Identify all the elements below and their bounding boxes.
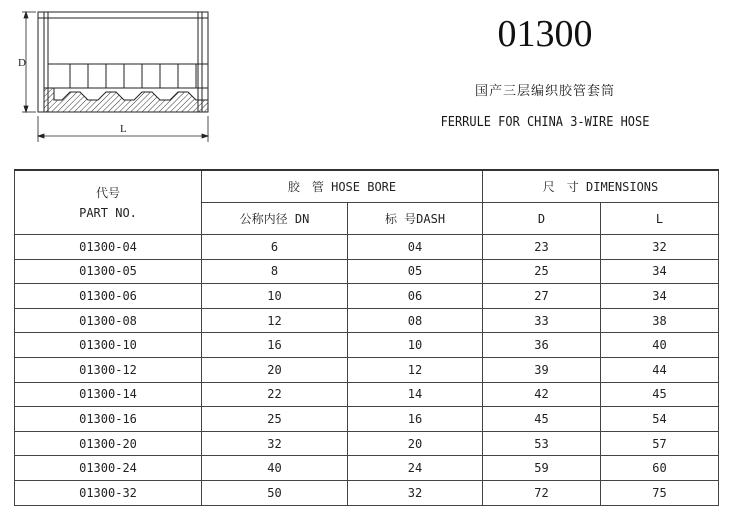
cell-dn: 32: [202, 431, 348, 456]
cell-d: 45: [483, 407, 601, 432]
cell-l: 57: [601, 431, 719, 456]
dimension-d-label: D: [18, 57, 26, 69]
spec-table: [14, 169, 719, 506]
table-row: [15, 235, 719, 260]
cell-l: 34: [601, 259, 719, 284]
cell-part: 01300-20: [15, 431, 202, 456]
cell-d: 27: [483, 284, 601, 309]
cell-dash: 14: [348, 382, 483, 407]
table-row: [15, 259, 719, 284]
cell-l: 34: [601, 284, 719, 309]
table-row: [15, 284, 719, 309]
cell-d: 59: [483, 456, 601, 481]
header-dn: 公称内径 DN: [202, 203, 348, 235]
cell-d: 53: [483, 431, 601, 456]
product-title-en: FERRULE FOR CHINA 3-WIRE HOSE: [440, 115, 650, 130]
table-row: [15, 431, 719, 456]
table-row: [15, 407, 719, 432]
ferrule-drawing: [8, 8, 218, 148]
cell-l: 32: [601, 235, 719, 260]
cell-dn: 50: [202, 480, 348, 505]
header-dash: 标 号DASH: [348, 203, 483, 235]
cell-dn: 16: [202, 333, 348, 358]
cell-d: 36: [483, 333, 601, 358]
spec-table-body: [15, 235, 719, 506]
cell-part: 01300-16: [15, 407, 202, 432]
cell-dn: 12: [202, 308, 348, 333]
cell-d: 72: [483, 480, 601, 505]
dimension-l-label: L: [120, 123, 127, 135]
cell-part: 01300-06: [15, 284, 202, 309]
cell-part: 01300-08: [15, 308, 202, 333]
cell-dash: 04: [348, 235, 483, 260]
cell-dash: 10: [348, 333, 483, 358]
cell-d: 25: [483, 259, 601, 284]
cell-part: 01300-04: [15, 235, 202, 260]
cell-dn: 10: [202, 284, 348, 309]
cell-l: 40: [601, 333, 719, 358]
cell-dash: 08: [348, 308, 483, 333]
cell-part: 01300-05: [15, 259, 202, 284]
cell-dash: 24: [348, 456, 483, 481]
cell-d: 39: [483, 357, 601, 382]
cell-dash: 32: [348, 480, 483, 505]
cell-l: 38: [601, 308, 719, 333]
cell-l: 45: [601, 382, 719, 407]
header-part-cn: 代号: [95, 185, 120, 200]
cell-d: 33: [483, 308, 601, 333]
cell-dn: 40: [202, 456, 348, 481]
header-l: L: [601, 203, 719, 235]
cell-dash: 12: [348, 357, 483, 382]
cell-part: 01300-32: [15, 480, 202, 505]
cell-dn: 8: [202, 259, 348, 284]
cell-l: 54: [601, 407, 719, 432]
cell-dash: 05: [348, 259, 483, 284]
cell-part: 01300-24: [15, 456, 202, 481]
cell-dash: 20: [348, 431, 483, 456]
cell-dn: 22: [202, 382, 348, 407]
cell-dash: 16: [348, 407, 483, 432]
table-row: [15, 357, 719, 382]
table-row: [15, 308, 719, 333]
table-row: [15, 382, 719, 407]
table-row: [15, 333, 719, 358]
header-d: D: [483, 203, 601, 235]
header-part-no: [15, 170, 202, 235]
part-number-title: 01300: [497, 13, 593, 55]
cell-l: 60: [601, 456, 719, 481]
cell-part: 01300-14: [15, 382, 202, 407]
header-part-en: PART NO.: [79, 205, 137, 220]
table-row: [15, 456, 719, 481]
header-hose-bore: 胶 管 HOSE BORE: [202, 170, 483, 203]
cell-dash: 06: [348, 284, 483, 309]
section-hatch: [44, 88, 208, 112]
cell-dn: 25: [202, 407, 348, 432]
cell-part: 01300-12: [15, 357, 202, 382]
cell-l: 75: [601, 480, 719, 505]
product-title-cn: 国产三层编织胶管套筒: [474, 84, 615, 99]
cell-dn: 6: [202, 235, 348, 260]
cell-part: 01300-10: [15, 333, 202, 358]
header-dimensions: 尺 寸 DIMENSIONS: [483, 170, 719, 203]
cell-dn: 20: [202, 357, 348, 382]
cell-d: 42: [483, 382, 601, 407]
cell-d: 23: [483, 235, 601, 260]
cell-l: 44: [601, 357, 719, 382]
table-row: [15, 480, 719, 505]
